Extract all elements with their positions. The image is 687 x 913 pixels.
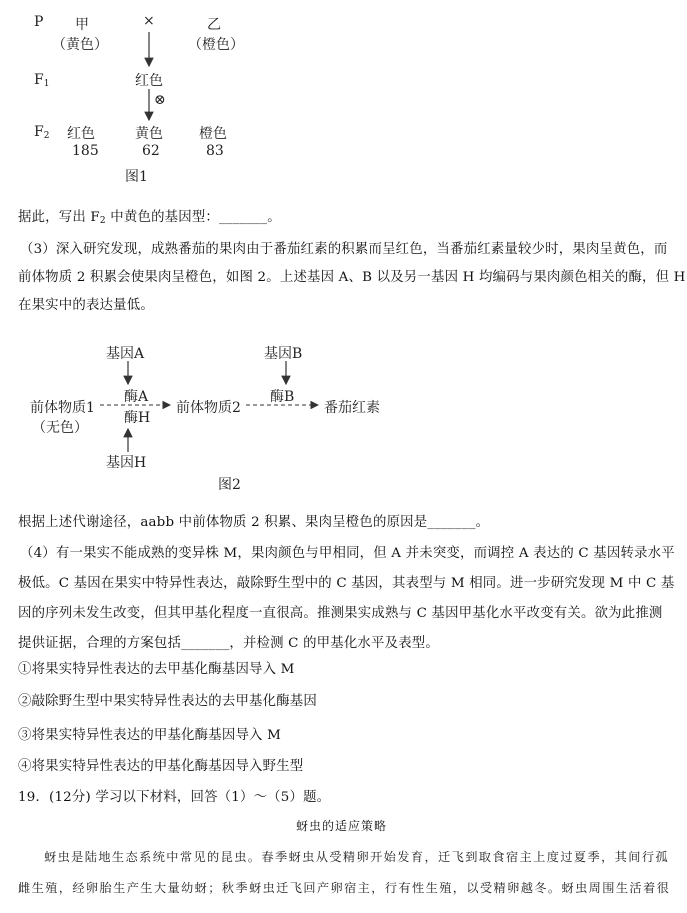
f2-orange-count: 83 bbox=[206, 143, 224, 159]
parent-a-color: （黄色） bbox=[52, 37, 108, 53]
option-4: ④将果实特异性表达的甲基化酶基因导入野生型 bbox=[18, 759, 304, 774]
option-1: ①将果实特异性表达的去甲基化酶基因导入 M bbox=[18, 662, 295, 677]
enzyme-h-label: 酶H bbox=[124, 410, 151, 426]
f2-yellow-color: 黄色 bbox=[135, 126, 163, 142]
p-label: P bbox=[34, 14, 44, 30]
passage-line-2: 雌生殖，经卵胎生产生大量幼蚜；秋季蚜虫迁飞回产卵宿主，行有性生殖，以受精卵越冬。蚜虫周围生活着很 bbox=[18, 881, 671, 895]
gene-a-label: 基因A bbox=[106, 346, 145, 362]
parent-b-color: （橙色） bbox=[188, 37, 244, 53]
passage-title: 蚜虫的适应策略 bbox=[296, 819, 388, 833]
enzyme-b-label: 酶B bbox=[270, 389, 295, 405]
question-4-line-1: （4）有一果实不能成熟的变异株 M，果肉颜色与甲相同，但 A 并未突变，而调控 A 表达的 C 基因转录水平 bbox=[20, 546, 675, 561]
question-4-line-2: 极低。C 基因在果实中特异性表达，敲除野生型中的 C 基因，其表型与 M 相同。进一步研究发现 M 中 C 基 bbox=[18, 576, 675, 591]
enzyme-a-label: 酶A bbox=[124, 389, 149, 405]
passage-line-1: 蚜虫是陆地生态系统中常见的昆虫。春季蚜虫从受精卵开始发育，迁飞到取食宿主上度过夏季，其间行孤 bbox=[44, 850, 670, 864]
precursor1-label: 前体物质1 bbox=[30, 400, 95, 416]
question-3-answer: 根据上述代谢途径，aabb 中前体物质 2 积累、果肉呈橙色的原因是_______。 bbox=[18, 515, 490, 530]
precursor2-label: 前体物质2 bbox=[176, 400, 241, 416]
f2-yellow-count: 62 bbox=[142, 143, 160, 159]
f1-label: $F_1$ bbox=[34, 72, 50, 89]
question-3-line-1: （3）深入研究发现，成熟番茄的果肉由于番茄红素的积累而呈红色，当番茄红素量较少时，果肉呈黄色，而 bbox=[20, 242, 668, 257]
f2-orange-color: 橙色 bbox=[199, 126, 227, 142]
question-3-line-3: 在果实中的表达量低。 bbox=[18, 298, 154, 313]
option-2: ②敲除野生型中果实特异性表达的去甲基化酶基因 bbox=[18, 694, 317, 709]
figure2-caption: 图2 bbox=[218, 477, 241, 493]
cross-symbol: × bbox=[143, 13, 155, 29]
f2-label: $F_2$ bbox=[34, 124, 50, 141]
gene-b-label: 基因B bbox=[264, 346, 303, 362]
gene-h-label: 基因H bbox=[106, 455, 147, 471]
question-4-line-4: 提供证据，合理的方案包括_______，并检测 C 的甲基化水平及表型。 bbox=[18, 636, 439, 651]
precursor1-note: （无色） bbox=[32, 420, 88, 436]
question-4-line-3: 因的序列未发生改变，但其甲基化程度一直很高。推测果实成熟与 C 基因甲基化水平改变有关。欲为此推测 bbox=[18, 606, 663, 621]
question-3-line-2: 前体物质 2 积累会使果肉呈橙色，如图 2。上述基因 A、B 以及另一基因 H 均编码与果肉颜色相关的酶，但 H bbox=[18, 270, 686, 285]
lycopene-label: 番茄红素 bbox=[324, 400, 380, 416]
question-19-header: 19．(12分) 学习以下材料，回答（1）～（5）题。 bbox=[18, 790, 331, 805]
f2-red-count: 185 bbox=[72, 143, 99, 159]
figure1-caption: 图1 bbox=[125, 169, 148, 185]
f2-red-color: 红色 bbox=[67, 126, 95, 142]
question-f2-genotype: 据此，写出 $F_2$ 中黄色的基因型：_______。 bbox=[18, 210, 281, 226]
parent-a-name: 甲 bbox=[75, 17, 89, 33]
selfing-symbol: ⊗ bbox=[154, 92, 166, 108]
option-3: ③将果实特异性表达的甲基化酶基因导入 M bbox=[18, 728, 281, 743]
parent-b-name: 乙 bbox=[207, 17, 221, 33]
f1-color: 红色 bbox=[135, 73, 163, 89]
